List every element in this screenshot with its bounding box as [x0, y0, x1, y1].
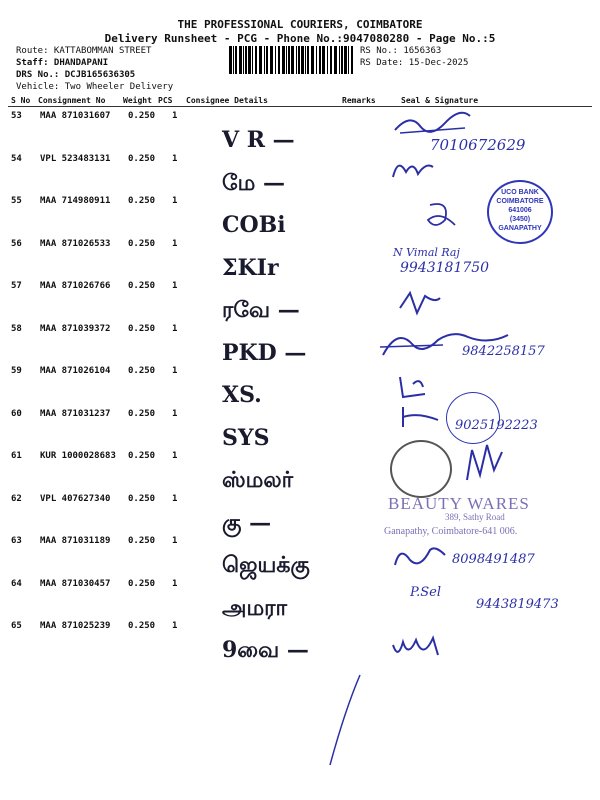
- row-consignment: VPL 523483131: [40, 153, 111, 164]
- name-sig-64: P.Sel: [410, 585, 442, 600]
- row-weight: 0.250: [128, 196, 156, 206]
- row-consignment: VPL 407627340: [40, 493, 111, 504]
- col-weight: Weight: [123, 96, 152, 105]
- barcode: [229, 46, 355, 74]
- row-weight: 0.250: [128, 578, 156, 589]
- row-sno: 58: [11, 323, 22, 334]
- stamp-text: 641006: [508, 207, 532, 214]
- row-consignment: MAA 871025239: [40, 621, 111, 631]
- row-sno: 54: [11, 153, 22, 164]
- beauty-wares-stamp: BEAUTY WARES: [388, 494, 530, 513]
- beauty-addr2: Ganapathy, Coimbatore-641 006.: [384, 526, 518, 537]
- vehicle-label: Vehicle: Two Wheeler Delivery: [16, 82, 174, 92]
- row-pcs: 1: [172, 153, 178, 164]
- runsheet-title: Delivery Runsheet - PCG - Phone No.:9047080280 - Page No.:5: [104, 32, 496, 45]
- row-weight: 0.250: [128, 536, 156, 546]
- signature-53: [390, 108, 480, 138]
- consignee-handwriting: V R —: [222, 127, 295, 153]
- row-pcs: 1: [172, 621, 178, 631]
- col-sno: S No: [11, 96, 31, 105]
- row-sno: 59: [11, 366, 22, 376]
- phone-sig-1: 7010672629: [430, 136, 526, 154]
- consignee-handwriting: PKD —: [222, 339, 307, 366]
- row-pcs: 1: [172, 238, 178, 249]
- phone-sig-63: 8098491487: [452, 552, 535, 567]
- table-row: [0, 239, 600, 281]
- consignee-handwriting: XS.: [222, 382, 262, 408]
- col-details: Consignee Details: [186, 96, 268, 105]
- consignee-handwriting: COBi: [222, 212, 286, 238]
- consignee-handwriting: SYS: [222, 424, 270, 451]
- row-pcs: 1: [172, 196, 178, 206]
- row-weight: 0.250: [128, 281, 156, 291]
- signature-60: [398, 402, 448, 432]
- row-weight: 0.250: [128, 153, 156, 164]
- route-label: Route: KATTABOMMAN STREET: [16, 46, 152, 56]
- row-weight: 0.250: [128, 408, 156, 419]
- row-weight: 0.250: [128, 323, 156, 334]
- row-sno: 61: [11, 451, 22, 461]
- row-consignment: MAA 871030457: [40, 578, 111, 589]
- phone-sig-64: 9443819473: [476, 597, 559, 612]
- row-sno: 60: [11, 408, 22, 419]
- stamp-text: COIMBATORE: [496, 198, 544, 205]
- row-consignment: MAA 871026533: [40, 238, 111, 249]
- row-pcs: 1: [172, 366, 178, 376]
- row-consignment: MAA 871031189: [40, 536, 111, 546]
- row-consignment: MAA 871026766: [40, 281, 111, 291]
- consignee-handwriting: ஜெயக்கு: [222, 552, 310, 578]
- row-consignment: MAA 871031607: [40, 111, 111, 121]
- rs-date: RS Date: 15-Dec-2025: [360, 58, 469, 68]
- signature-65: [388, 630, 448, 665]
- row-weight: 0.250: [128, 366, 156, 376]
- uco-bank-stamp: [487, 180, 553, 244]
- row-pcs: 1: [172, 451, 178, 461]
- row-pcs: 1: [172, 536, 178, 546]
- signature-54: [388, 152, 438, 182]
- staff-label: Staff: DHANDAPANI: [16, 58, 109, 68]
- signature-57: [395, 288, 445, 318]
- row-sno: 63: [11, 536, 22, 546]
- signature-63: [390, 540, 450, 570]
- row-sno: 65: [11, 621, 22, 631]
- consignee-handwriting: மே —: [222, 169, 285, 196]
- row-sno: 57: [11, 281, 22, 291]
- stamp-text: GANAPATHY: [498, 225, 542, 232]
- consignee-handwriting: கு —: [222, 509, 272, 536]
- consignee-handwriting: ஸ்மலர்: [222, 467, 294, 493]
- consignee-handwriting: அமரா: [222, 594, 288, 621]
- row-consignment: KUR 1000028683: [40, 451, 116, 461]
- row-weight: 0.250: [128, 451, 156, 461]
- row-pcs: 1: [172, 578, 178, 589]
- company-title: THE PROFESSIONAL COURIERS, COIMBATORE: [177, 18, 423, 31]
- row-consignment: MAA 714980911: [40, 196, 111, 206]
- consignee-handwriting: ரவே —: [222, 297, 300, 323]
- row-consignment: MAA 871039372: [40, 323, 111, 334]
- drs-label: DRS No.: DCJB165636305: [16, 70, 136, 80]
- col-consignment: Consignment No: [38, 96, 106, 105]
- rs-number: RS No.: 1656363: [360, 46, 442, 56]
- consignee-handwriting: 9வை —: [222, 637, 309, 663]
- signature-61: [462, 440, 512, 485]
- pen-stroke: [310, 670, 370, 770]
- row-pcs: 1: [172, 493, 178, 504]
- table-row: [0, 621, 600, 663]
- row-pcs: 1: [172, 323, 178, 334]
- stamp-text: (3450): [509, 216, 531, 223]
- row-consignment: MAA 871031237: [40, 408, 111, 419]
- name-sig-56: N Vimal Raj: [393, 246, 460, 259]
- table-row: [0, 366, 600, 408]
- row-weight: 0.250: [128, 493, 156, 504]
- table-row: [0, 281, 600, 323]
- consignee-handwriting: ΣKIr: [222, 254, 279, 281]
- row-sno: 55: [11, 196, 22, 206]
- row-sno: 62: [11, 493, 22, 504]
- round-stamp-61: [390, 440, 452, 498]
- col-remarks: Remarks: [342, 96, 376, 105]
- header-divider: [8, 106, 592, 107]
- row-weight: 0.250: [128, 621, 156, 631]
- row-pcs: 1: [172, 111, 178, 121]
- row-pcs: 1: [172, 408, 178, 419]
- phone-sig-56: 9943181750: [400, 260, 490, 276]
- row-weight: 0.250: [128, 238, 156, 249]
- col-pcs: PCS: [158, 96, 173, 105]
- signature-55: [420, 195, 460, 235]
- row-consignment: MAA 871026104: [40, 366, 111, 376]
- phone-sig-60: 9025192223: [455, 418, 538, 433]
- beauty-addr1: 389, Sathy Road: [445, 512, 505, 522]
- stamp-text: UCO BANK: [501, 189, 539, 196]
- row-pcs: 1: [172, 281, 178, 291]
- col-seal: Seal & Signature: [401, 96, 479, 105]
- row-sno: 56: [11, 238, 22, 249]
- signature-59: [395, 372, 435, 402]
- row-sno: 64: [11, 578, 22, 589]
- phone-sig-58: 9842258157: [462, 344, 545, 359]
- row-sno: 53: [11, 111, 22, 121]
- row-weight: 0.250: [128, 111, 156, 121]
